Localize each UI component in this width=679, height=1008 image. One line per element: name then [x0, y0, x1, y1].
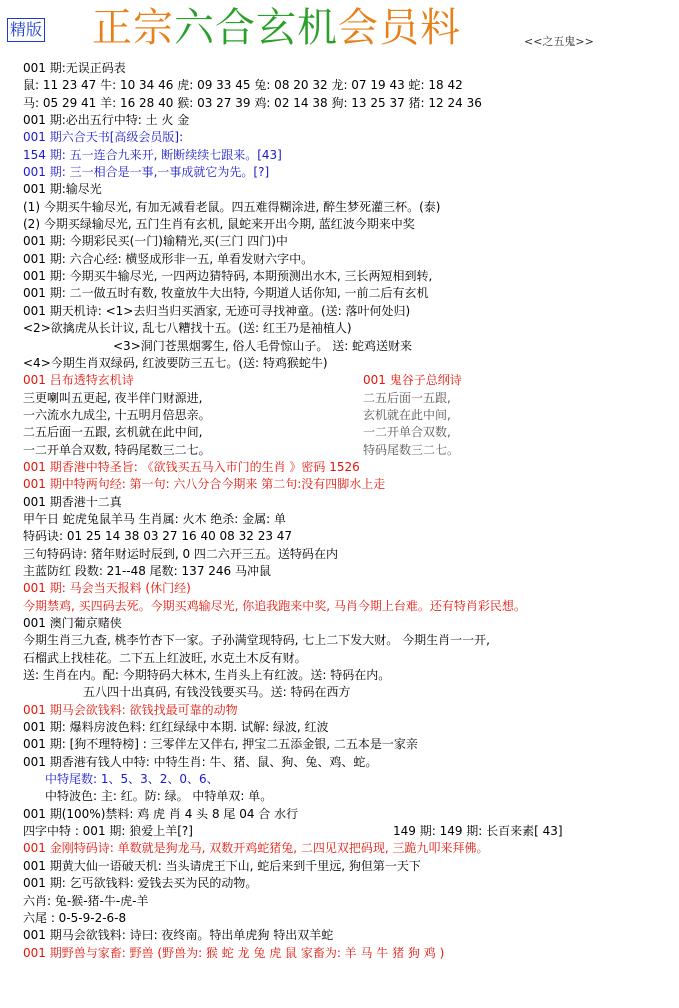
text-line: 001 期天机诗: <1>去归当归买酒家, 无迹可寻找神童。(送: 落叶何处归): [23, 303, 411, 318]
poem-row: [23, 407, 673, 424]
text-line: 001 期中特两句经: 第一句: 六八分合今期来 第二句:没有四脚水上走: [23, 477, 386, 492]
text-line: 001 期: 六合心经: 横竖成形非一五, 单看发财六字中。: [23, 251, 314, 266]
text-line: 001 期马会欲钱料: 欲钱找最可靠的动物: [23, 702, 238, 717]
text-line: 六肖: 兔-猴-猪-牛-虎-羊: [23, 893, 149, 908]
text-line: 001 期香港中特圣旨: 《欲钱买五马入市门的生肖 》密码 1526: [23, 459, 360, 474]
text-line: 001 期: 二一做五时有数, 牧童放牛大出特, 今期道人话你知, 一前二后有玄机: [23, 286, 429, 301]
text-line: 001 期香港有钱人中特: 中特生肖: 牛、猪、鼠、狗、兔、鸡、蛇。: [23, 754, 378, 769]
title-char: 会: [338, 5, 379, 51]
title-char: 六: [174, 5, 215, 51]
text-line: 001 澳门葡京赌侠: [23, 616, 122, 630]
text-line: 三句特码诗: 猪年财运时辰到, 0 四二六开三五。送特码在内: [23, 546, 338, 561]
text-line: 001 期:无误正码表: [23, 61, 126, 75]
edition-badge: 精版: [7, 18, 45, 42]
split-line-right: 149 期: 149 期: 长百来素[ 43]: [393, 824, 563, 839]
title-char: 玄: [256, 5, 297, 51]
poem-title-row: [23, 372, 673, 389]
title-char: 员: [379, 5, 420, 51]
text-line: 中特尾数: 1、5、3、2、0、6、: [45, 772, 219, 787]
title-char: 合: [215, 5, 256, 51]
text-line: (1) 今期买牛输尽光, 有加无减看老鼠。四五难得糊涂进, 醉生梦死灌三杯。(泰): [23, 199, 441, 214]
text-line: <2>欲擒虎从长计议, 乱七八糟找十五。(送: 红王乃是袖植人): [23, 321, 352, 336]
text-line: 主蓝防红 段数: 21--48 尾数: 137 246 马冲鼠: [23, 563, 271, 578]
text-line: 001 期香港十二真: [23, 494, 122, 509]
poem-row: [23, 424, 673, 441]
text-line: 甲午日 蛇虎兔鼠羊马 生肖属: 火木 绝杀: 金属: 单: [23, 511, 287, 526]
poem-row: [23, 442, 673, 459]
title-char: 机: [297, 5, 338, 51]
text-line: 001 期: [狗不理特榜] : 三零伴左又伴右, 押宝二五添金银, 二五本是一家亲: [23, 737, 418, 752]
text-line: 001 期: 三一相合是一事,一事成就它为先。[?]: [23, 165, 270, 180]
poem-left-line: 一二开单合双数, 特码尾数三二七。: [23, 442, 211, 457]
text-line: <3>洞门苍黑烟雾生, 俗人毛骨惊山子。 送: 蛇鸡送财来: [113, 338, 413, 353]
text-line: 001 期:输尽光: [23, 182, 102, 197]
page-title: [92, 4, 461, 52]
poem-left-line: 二五后面一五跟, 玄机就在此中间,: [23, 425, 203, 440]
title-char: 正: [92, 5, 133, 51]
text-line: 001 期六合天书[高级会员版]:: [23, 130, 184, 145]
text-line: <4>今期生肖双绿码, 红波要防三五七。(送: 特鸡猴蛇牛): [23, 355, 328, 370]
text-line: 001 期: 爆料房波色料: 红红绿绿中本期. 试解: 绿波, 红波: [23, 720, 329, 735]
text-line: 154 期: 五一连合九来开, 断断续续七跟来。[43]: [23, 147, 282, 162]
text-line: 六尾 : 0-5-9-2-6-8: [23, 910, 127, 925]
poem-left-line: 一六流水九成尘, 十五明月倍思亲。: [23, 407, 211, 422]
poem-right-line: 玄机就在此中间,: [363, 407, 451, 422]
split-line-left: 四字中特 : 001 期: 狼爱上羊[?]: [23, 824, 193, 839]
text-line: 特码诀: 01 25 14 38 03 27 16 40 08 32 23 47: [23, 529, 293, 544]
poem-row: [23, 390, 673, 407]
page-subtitle: <<之五鬼>>: [524, 35, 594, 48]
text-line: 中特波色: 主: 红。防: 绿。 中特单双: 单。: [45, 789, 273, 804]
poem-left-title: 001 吕布透特玄机诗: [23, 373, 134, 388]
text-line: 001 期(100%)禁料: 鸡 虎 肖 4 头 8 尾 04 合 水行: [23, 806, 299, 821]
text-line: 今期禁鸡, 买四码去死。今期买鸡输尽光, 你追我跑来中奖, 马肖今期上台难。还有特肖彩民想。: [23, 598, 526, 613]
text-line: 001 期野兽与家畜: 野兽 (野兽为: 猴 蛇 龙 兔 虎 鼠 家畜为: 羊 马 牛 猪 狗 鸡 ): [23, 945, 445, 960]
poem-right-title: 001 鬼谷子总纲诗: [363, 373, 462, 388]
text-line: 鼠: 11 23 47 牛: 10 34 46 虎: 09 33 45 兔: 08 20 32 龙: 07 19 43 蛇: 18 42: [23, 78, 463, 93]
text-line: 五八四十出真码, 有钱没钱要买马。送: 特码在西方: [83, 685, 351, 700]
poem-left-line: 三更喇叫五更起, 夜半伴门财源进,: [23, 390, 203, 405]
poem-right-line: 一二开单合双数,: [363, 425, 451, 440]
text-line: 石榴武上找桂花。二下五上红波旺, 水克土木反有财。: [23, 650, 307, 665]
title-char: 宗: [133, 5, 174, 51]
text-line: 001 期: 乞丐欲钱料: 爱钱去买为民的动物。: [23, 876, 258, 891]
page-header: [0, 0, 679, 60]
text-line: 今期生肖三九查, 桃李竹杏下一家。子孙满堂现特码, 七上二下发大财。 今期生肖一一开,: [23, 633, 490, 648]
poem-right-line: 二五后面一五跟,: [363, 390, 451, 405]
text-line: 001 期马会欲钱料: 诗曰: 夜终南。特出单虎狗 特出双羊蛇: [23, 928, 334, 943]
split-line: [23, 823, 673, 840]
text-line: 001 期: 今期买牛输尽光, 一四两边猜特码, 本期预测出水木, 三长两短相到转,: [23, 269, 433, 284]
text-line: 001 期黄大仙一语破天机: 当头请虎王下山, 蛇后来到千里远, 狗但第一天下: [23, 858, 421, 873]
text-line: 001 期: 今期彩民买(一门)输精光,买(三门 四门)中: [23, 234, 288, 249]
text-line: 送: 生肖在内。配: 今期特码大林木, 生肖头上有红波。送: 特码在内。: [23, 668, 391, 683]
title-char: 料: [420, 5, 461, 51]
document-body: [23, 60, 673, 962]
text-line: (2) 今期买绿输尽光, 五门生肖有玄机, 鼠蛇来开出今期, 蓝红波今期来中奖: [23, 217, 415, 232]
text-line: 001 期:必出五行中特: 土 火 金: [23, 113, 190, 128]
text-line: 001 期: 马会当天报料 (休门经): [23, 581, 191, 596]
text-line: 马: 05 29 41 羊: 16 28 40 猴: 03 27 39 鸡: 02 14 38 狗: 13 25 37 猪: 12 24 36: [23, 95, 482, 110]
poem-right-line: 特码尾数三二七。: [363, 442, 460, 457]
text-line: 001 金刚特码诗: 单数就是狗龙马, 双数开鸡蛇猪兔, 二四见双把码现, 三跪九叩来拜佛。: [23, 841, 489, 856]
